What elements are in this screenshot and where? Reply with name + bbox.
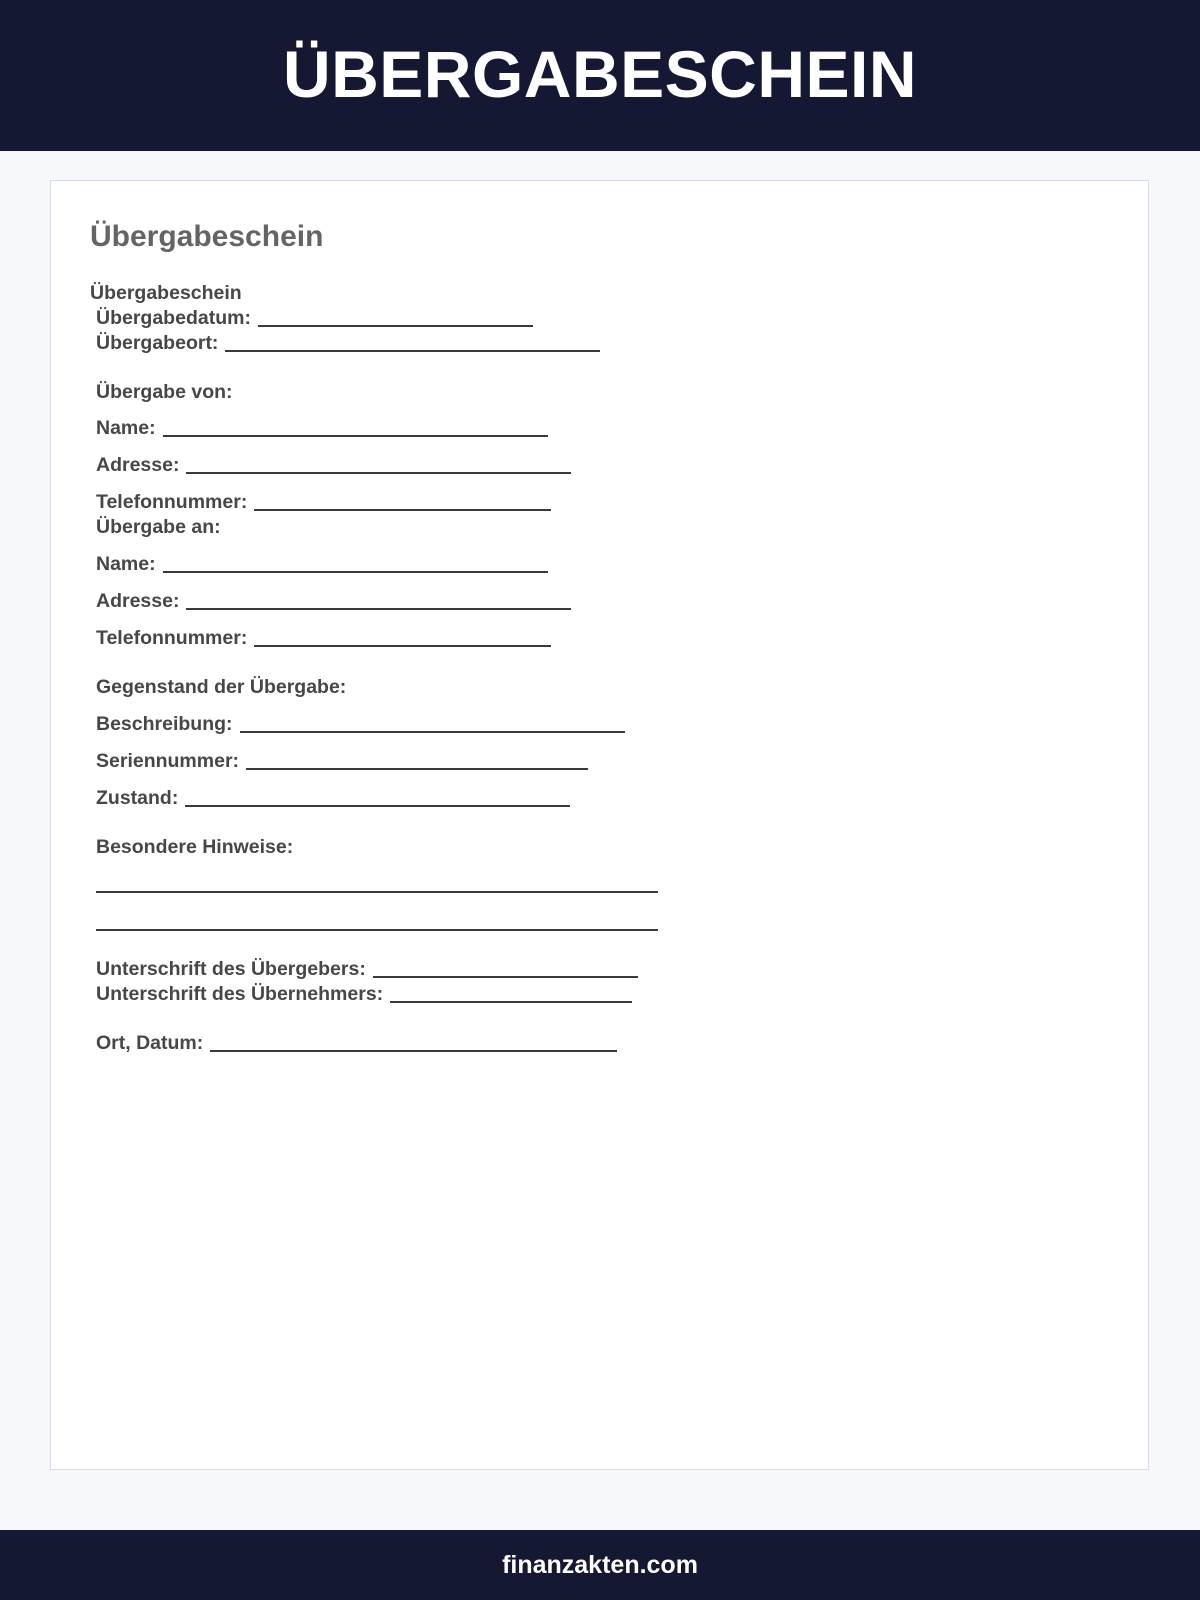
- header-banner: [0, 0, 1200, 151]
- document-subtitle: [90, 281, 242, 305]
- footer-site-link[interactable]: finanzakten.com: [502, 1550, 698, 1579]
- beschreibung-field[interactable]: [240, 731, 625, 733]
- von-adresse-field[interactable]: [186, 472, 571, 474]
- unterschrift-uebergeber-field[interactable]: [373, 976, 638, 978]
- hinweise-section: [96, 835, 293, 859]
- an-adresse-row: [96, 589, 571, 613]
- an-name-label: Name:: [96, 553, 156, 575]
- uebergabedatum-row: [96, 306, 533, 330]
- footer-banner: [0, 1530, 1200, 1600]
- unterschrift-uebernehmer-row: [96, 982, 632, 1006]
- uebergabe-von-section: [96, 380, 233, 404]
- unterschrift-uebergeber-label: Unterschrift des Übergebers:: [96, 958, 366, 980]
- an-name-field[interactable]: [163, 571, 548, 573]
- von-adresse-row: [96, 453, 571, 477]
- unterschrift-uebergeber-row: [96, 957, 638, 981]
- von-telefon-label: Telefonnummer:: [96, 491, 248, 513]
- zustand-label: Zustand:: [96, 787, 179, 809]
- document-heading: Übergabeschein: [90, 220, 324, 253]
- von-telefon-field[interactable]: [254, 509, 551, 511]
- gegenstand-section: [96, 675, 346, 699]
- beschreibung-row: [96, 712, 625, 736]
- banner-title: ÜBERGABESCHEIN: [282, 36, 918, 111]
- uebergabeort-label: Übergabeort:: [96, 332, 219, 354]
- von-name-row: [96, 416, 548, 440]
- uebergabedatum-label: Übergabedatum:: [96, 307, 251, 329]
- unterschrift-uebernehmer-label: Unterschrift des Übernehmers:: [96, 983, 384, 1005]
- von-name-label: Name:: [96, 417, 156, 439]
- unterschrift-uebernehmer-field[interactable]: [390, 1001, 632, 1003]
- an-adresse-field[interactable]: [186, 608, 571, 610]
- zustand-field[interactable]: [185, 805, 570, 807]
- von-telefon-row: [96, 490, 551, 514]
- uebergabeort-field[interactable]: [225, 350, 600, 352]
- beschreibung-label: Beschreibung:: [96, 713, 233, 735]
- uebergabe-von-label: Übergabe von:: [96, 381, 233, 403]
- uebergabe-an-label: Übergabe an:: [96, 516, 221, 538]
- ort-datum-field[interactable]: [210, 1050, 617, 1052]
- von-name-field[interactable]: [163, 435, 548, 437]
- subtitle-label: Übergabeschein: [90, 282, 242, 304]
- hinweise-line-2[interactable]: [96, 929, 658, 931]
- an-name-row: [96, 552, 548, 576]
- uebergabedatum-field[interactable]: [258, 325, 533, 327]
- ort-datum-label: Ort, Datum:: [96, 1032, 204, 1054]
- uebergabe-an-section: [96, 515, 221, 539]
- seriennummer-field[interactable]: [246, 768, 588, 770]
- an-telefon-field[interactable]: [254, 645, 551, 647]
- document-page: [50, 180, 1149, 1470]
- gegenstand-label: Gegenstand der Übergabe:: [96, 676, 347, 698]
- uebergabeort-row: [96, 331, 600, 355]
- seriennummer-row: [96, 749, 588, 773]
- zustand-row: [96, 786, 570, 810]
- hinweise-line-1[interactable]: [96, 891, 658, 893]
- an-telefon-label: Telefonnummer:: [96, 627, 248, 649]
- an-adresse-label: Adresse:: [96, 590, 180, 612]
- hinweise-label: Besondere Hinweise:: [96, 836, 294, 858]
- ort-datum-row: [96, 1031, 617, 1055]
- von-adresse-label: Adresse:: [96, 454, 180, 476]
- seriennummer-label: Seriennummer:: [96, 750, 240, 772]
- an-telefon-row: [96, 626, 551, 650]
